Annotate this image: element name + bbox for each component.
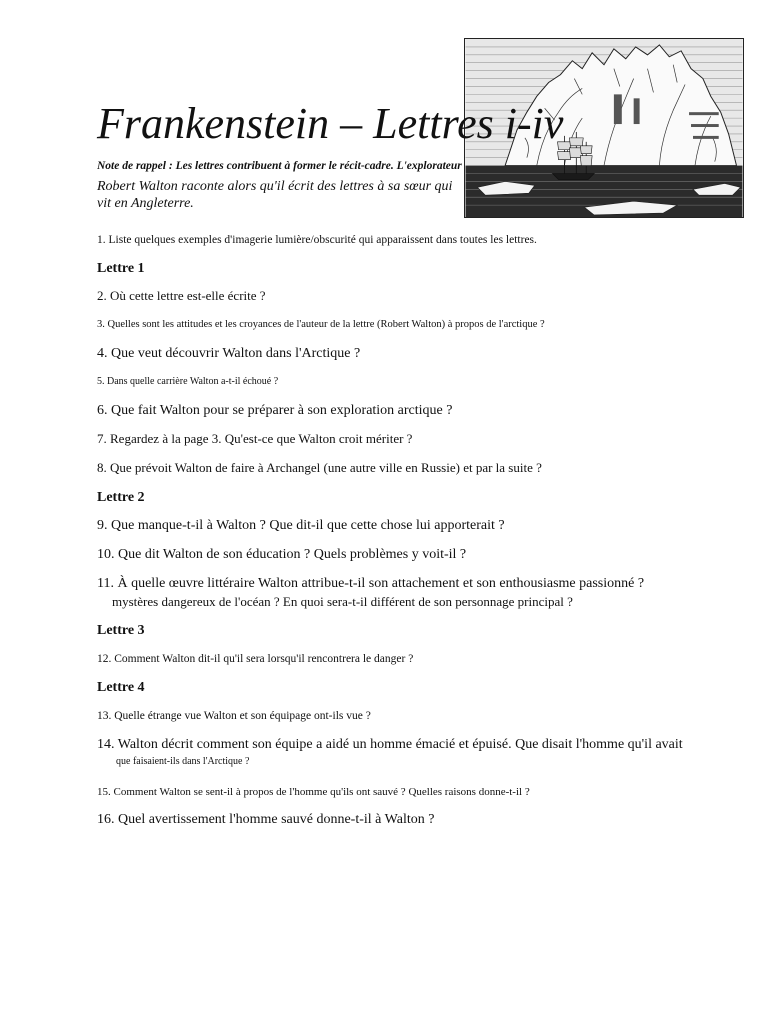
document-title: Frankenstein – Lettres i-iv: [97, 99, 564, 148]
reminder-note-line2: Robert Walton raconte alors qu'il écrit des lettres à sa sœur qui vit en Angleterre.: [97, 179, 453, 211]
question-1: 1. Liste quelques exemples d'imagerie lumière/obscurité qui apparaissent dans toutes les lettres.: [97, 234, 537, 246]
question-13: 13. Quelle étrange vue Walton et son équipage ont-ils vue ?: [97, 710, 371, 722]
question-14: 14. Walton décrit comment son équipe a aidé un homme émacié et épuisé. Que disait l'homme qu'il avait: [97, 737, 683, 752]
question-14-continuation: que faisaient-ils dans l'Arctique ?: [116, 756, 250, 767]
question-6: 6. Que fait Walton pour se préparer à son exploration arctique ?: [97, 403, 453, 418]
heading-lettre-4: Lettre 4: [97, 680, 145, 695]
reminder-note-line1: Note de rappel : Les lettres contribuent à former le récit-cadre. L'explorateur: [97, 160, 462, 172]
question-9: 9. Que manque-t-il à Walton ? Que dit-il que cette chose lui apporterait ?: [97, 518, 505, 533]
question-15: 15. Comment Walton se sent-il à propos de l'homme qu'ils ont sauvé ? Quelles raisons donne-t-il ?: [97, 786, 530, 798]
heading-lettre-1: Lettre 1: [97, 261, 145, 276]
question-2: 2. Où cette lettre est-elle écrite ?: [97, 288, 266, 303]
heading-lettre-3: Lettre 3: [97, 623, 145, 638]
heading-lettre-2: Lettre 2: [97, 490, 145, 505]
question-3: 3. Quelles sont les attitudes et les croyances de l'auteur de la lettre (Robert Walton) à propos de l'arctique ?: [97, 319, 545, 330]
question-11-continuation: mystères dangereux de l'océan ? En quoi sera-t-il différent de son personnage principal ?: [112, 594, 573, 609]
question-12: 12. Comment Walton dit-il qu'il sera lorsqu'il rencontrera le danger ?: [97, 653, 414, 665]
question-11: 11. À quelle œuvre littéraire Walton attribue-t-il son attachement et son enthousiasme passionné ?: [97, 576, 645, 591]
question-4: 4. Que veut découvrir Walton dans l'Arctique ?: [97, 346, 361, 361]
question-8: 8. Que prévoit Walton de faire à Archangel (une autre ville en Russie) et par la suite ?: [97, 460, 542, 475]
question-10: 10. Que dit Walton de son éducation ? Quels problèmes y voit-il ?: [97, 547, 467, 562]
question-5: 5. Dans quelle carrière Walton a-t-il échoué ?: [97, 376, 279, 387]
question-7: 7. Regardez à la page 3. Qu'est-ce que Walton croit mériter ?: [97, 431, 413, 446]
question-16: 16. Quel avertissement l'homme sauvé donne-t-il à Walton ?: [97, 812, 435, 827]
